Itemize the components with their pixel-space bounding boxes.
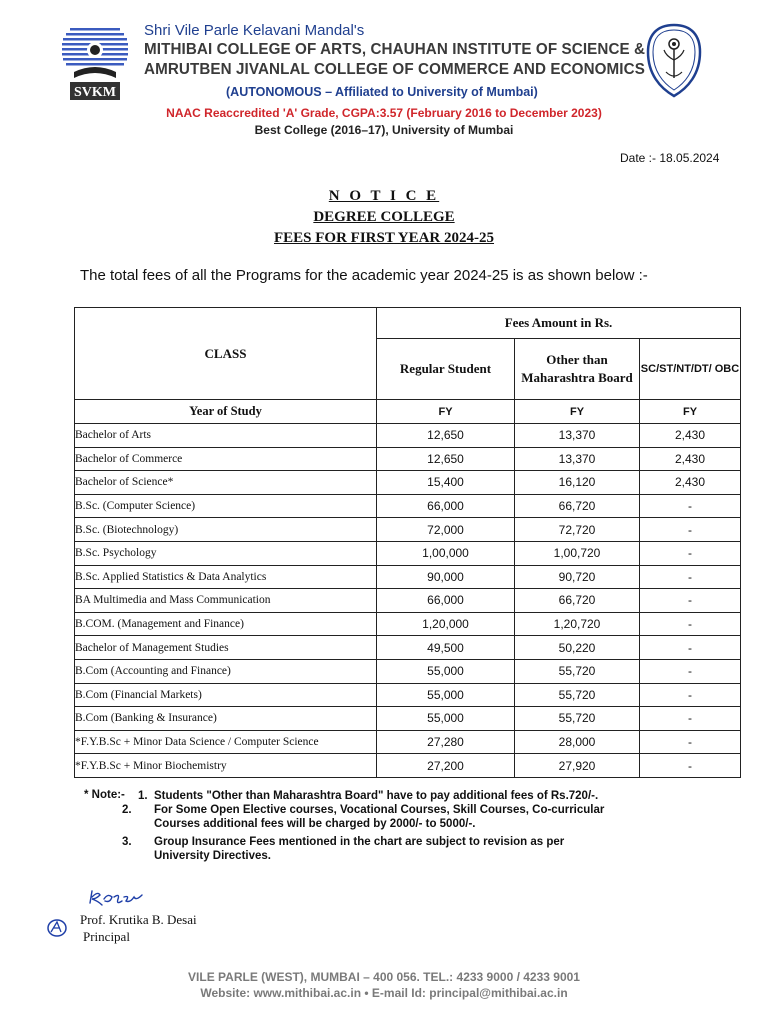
class-cell: Bachelor of Science* [75, 471, 377, 495]
regular-fee-cell: 55,000 [377, 683, 515, 707]
class-cell: BA Multimedia and Mass Communication [75, 589, 377, 613]
other-board-fee-cell: 55,720 [515, 659, 640, 683]
fy-header-sc: FY [640, 400, 741, 424]
class-cell: B.Sc. (Biotechnology) [75, 518, 377, 542]
signatory-block [80, 911, 197, 945]
reserved-fee-cell: - [640, 612, 741, 636]
table-row [75, 589, 741, 613]
other-board-fee-cell: 28,000 [515, 730, 640, 754]
notice-subtitle: DEGREE COLLEGE [313, 209, 455, 225]
class-cell: Bachelor of Management Studies [75, 636, 377, 660]
note-item [122, 835, 594, 863]
class-cell: *F.Y.B.Sc + Minor Data Science / Computer Science [75, 730, 377, 754]
table-row [75, 447, 741, 471]
signature [86, 885, 146, 913]
class-cell: B.Com (Banking & Insurance) [75, 707, 377, 731]
regular-fee-cell: 55,000 [377, 659, 515, 683]
regular-fee-cell: 27,200 [377, 754, 515, 778]
note-item [122, 803, 634, 831]
regular-fee-cell: 27,280 [377, 730, 515, 754]
table-row [75, 612, 741, 636]
other-board-fee-cell: 72,720 [515, 518, 640, 542]
table-row [75, 424, 741, 448]
footer [0, 969, 768, 1001]
other-board-fee-cell: 13,370 [515, 424, 640, 448]
table-row [75, 754, 741, 778]
fy-header-other: FY [515, 400, 640, 424]
other-board-fee-cell: 90,720 [515, 565, 640, 589]
other-board-fee-cell: 66,720 [515, 589, 640, 613]
college-name-line2: AMRUTBEN JIVANLAL COLLEGE OF COMMERCE AND ECONOMICS [144, 61, 645, 78]
note-text: Group Insurance Fees mentioned in the chart are subject to revision as per University Directives. [154, 836, 565, 862]
regular-fee-cell: 12,650 [377, 424, 515, 448]
year-of-study-header: Year of Study [75, 400, 377, 424]
table-row [75, 730, 741, 754]
footer-website[interactable]: Website: www.mithibai.ac.in [200, 986, 362, 1000]
regular-fee-cell: 1,00,000 [377, 541, 515, 565]
other-board-header: Other than Maharashtra Board [515, 339, 640, 400]
regular-student-header: Regular Student [377, 339, 515, 400]
table-row [75, 659, 741, 683]
table-row [75, 471, 741, 495]
reserved-fee-cell: - [640, 589, 741, 613]
regular-fee-cell: 49,500 [377, 636, 515, 660]
reserved-fee-cell: - [640, 659, 741, 683]
reserved-fee-cell: - [640, 541, 741, 565]
signatory-designation: Principal [83, 929, 130, 944]
note-number: 2. [122, 804, 132, 816]
reserved-fee-cell: - [640, 754, 741, 778]
fees-table [74, 307, 741, 778]
college-header [144, 22, 644, 100]
signatory-name: Prof. Krutika B. Desai [80, 912, 197, 927]
naac-accreditation: NAAC Reaccredited 'A' Grade, CGPA:3.57 (February 2016 to December 2023) [166, 106, 602, 120]
principal-stamp-icon [46, 918, 68, 938]
org-name: Shri Vile Parle Kelavani Mandal's [144, 22, 365, 39]
class-cell: B.Sc. Psychology [75, 541, 377, 565]
reserved-fee-cell: 2,430 [640, 424, 741, 448]
reserved-fee-cell: - [640, 707, 741, 731]
reserved-fee-cell: - [640, 730, 741, 754]
footer-email[interactable]: E-mail Id: principal@mithibai.ac.in [371, 986, 568, 1000]
regular-fee-cell: 55,000 [377, 707, 515, 731]
notice-date: Date :- 18.05.2024 [620, 151, 720, 165]
note-item [138, 789, 618, 803]
best-college-line: Best College (2016–17), University of Mumbai [254, 123, 514, 137]
regular-fee-cell: 66,000 [377, 494, 515, 518]
table-row [75, 494, 741, 518]
other-board-fee-cell: 27,920 [515, 754, 640, 778]
svkm-logo [60, 24, 130, 102]
regular-fee-cell: 15,400 [377, 471, 515, 495]
other-board-fee-cell: 50,220 [515, 636, 640, 660]
reserved-category-header: SC/ST/NT/DT/ OBC [640, 339, 741, 400]
table-row [75, 636, 741, 660]
reserved-fee-cell: 2,430 [640, 471, 741, 495]
table-row [75, 541, 741, 565]
other-board-fee-cell: 13,370 [515, 447, 640, 471]
class-cell: B.Sc. Applied Statistics & Data Analytics [75, 565, 377, 589]
reserved-fee-cell: - [640, 518, 741, 542]
regular-fee-cell: 72,000 [377, 518, 515, 542]
regular-fee-cell: 90,000 [377, 565, 515, 589]
reserved-fee-cell: - [640, 636, 741, 660]
note-text: For Some Open Elective courses, Vocational Courses, Skill Courses, Co-curricular Courses additional fees will be charged by 2000/- to 5000/-. [154, 804, 605, 830]
class-cell: B.Com (Accounting and Finance) [75, 659, 377, 683]
table-row [75, 683, 741, 707]
reserved-fee-cell: 2,430 [640, 447, 741, 471]
class-cell: B.COM. (Management and Finance) [75, 612, 377, 636]
notice-title: N O T I C E [328, 188, 440, 204]
note-number: 1. [138, 790, 148, 802]
other-board-fee-cell: 1,20,720 [515, 612, 640, 636]
table-row [75, 707, 741, 731]
class-cell: Bachelor of Commerce [75, 447, 377, 471]
college-name-line1: MITHIBAI COLLEGE OF ARTS, CHAUHAN INSTITUTE OF SCIENCE & [144, 41, 646, 58]
reserved-fee-cell: - [640, 494, 741, 518]
table-row [75, 518, 741, 542]
notice-titles [0, 186, 768, 249]
bullet-icon: • [364, 986, 369, 1000]
fy-header-regular: FY [377, 400, 515, 424]
other-board-fee-cell: 55,720 [515, 707, 640, 731]
note-label: * Note:- [84, 789, 125, 801]
class-cell: B.Com (Financial Markets) [75, 683, 377, 707]
regular-fee-cell: 12,650 [377, 447, 515, 471]
notice-heading: FEES FOR FIRST YEAR 2024-25 [273, 230, 495, 246]
svg-text:SVKM: SVKM [74, 85, 116, 100]
college-emblem [644, 22, 704, 100]
other-board-fee-cell: 16,120 [515, 471, 640, 495]
other-board-fee-cell: 55,720 [515, 683, 640, 707]
class-cell: *F.Y.B.Sc + Minor Biochemistry [75, 754, 377, 778]
autonomous-line: (AUTONOMOUS – Affiliated to University of Mumbai) [226, 85, 538, 99]
reserved-fee-cell: - [640, 565, 741, 589]
intro-text: The total fees of all the Programs for the academic year 2024-25 is as shown below :- [80, 267, 648, 284]
table-row [75, 565, 741, 589]
class-cell: B.Sc. (Computer Science) [75, 494, 377, 518]
class-cell: Bachelor of Arts [75, 424, 377, 448]
other-board-fee-cell: 1,00,720 [515, 541, 640, 565]
other-board-fee-cell: 66,720 [515, 494, 640, 518]
regular-fee-cell: 1,20,000 [377, 612, 515, 636]
note-number: 3. [122, 836, 132, 848]
class-header: CLASS [75, 308, 377, 400]
footer-address: VILE PARLE (WEST), MUMBAI – 400 056. TEL.: 4233 9000 / 4233 9001 [188, 970, 580, 984]
note-text: Students "Other than Maharashtra Board" have to pay additional fees of Rs.720/-. [154, 790, 599, 802]
reserved-fee-cell: - [640, 683, 741, 707]
regular-fee-cell: 66,000 [377, 589, 515, 613]
fees-amount-header: Fees Amount in Rs. [377, 308, 741, 339]
